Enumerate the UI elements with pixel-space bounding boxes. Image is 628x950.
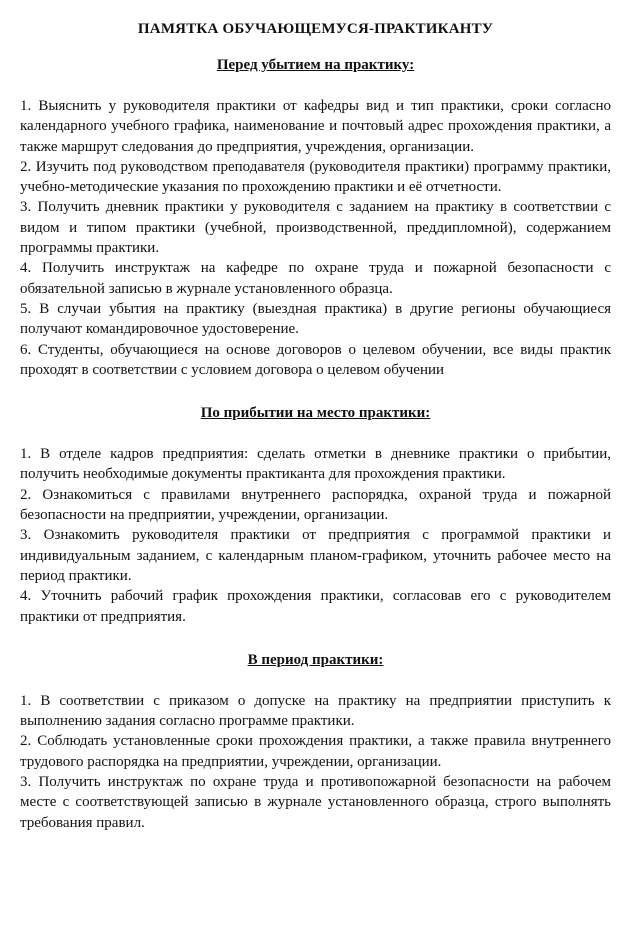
list-item: 3. Получить дневник практики у руководителя с заданием на практику в соответствии с видом и типом практики (учебной, производственной, преддипломной), содержанием программы практики. [20,199,611,257]
list-item: 2. Соблюдать установленные сроки прохождения практики, а также правила внутреннего трудового распорядка на предприятии, учреждении, организации. [20,733,611,770]
instruction-list [20,691,611,833]
list-item: 4. Уточнить рабочий график прохождения практики, согласовав его с руководителем практики от предприятия. [20,588,611,625]
section-during-practice [20,651,611,833]
section-before-departure [20,56,611,380]
list-item: 2. Ознакомиться с правилами внутреннего распорядка, охраной труда и пожарной безопасности на предприятии, учреждении, организации. [20,486,611,524]
document-title: ПАМЯТКА ОБУЧАЮЩЕМУСЯ-ПРАКТИКАНТУ [137,21,494,37]
list-item: 1. Выяснить у руководителя практики от кафедры вид и тип практики, сроки согласно календарного учебного графика, наименование и почтовый адрес прохождения практики, а также маршрут следования до предприятия, учреждения, организации. [20,98,611,155]
list-item: 6. Студенты, обучающиеся на основе договоров о целевом обучении, все виды практик проходят в соответствии с условием договора о целевом обучении [20,341,611,378]
list-item: 3. Ознакомить руководителя практики от предприятия с программой практики и индивидуальным заданием, с календарным планом-графиком, уточнить рабочее место на период практики. [20,527,611,584]
section-heading-during-practice: В период практики: [247,651,384,668]
list-item: 5. В случаи убытия на практику (выездная практика) в другие регионы обучающиеся получают командировочное удостоверение. [20,300,611,338]
list-item: 3. Получить инструктаж по охране труда и противопожарной безопасности на рабочем месте с соответствующей записью в журнале установленного образца, строго выполнять требования правил. [20,774,611,831]
list-item: 2. Изучить под руководством преподавателя (руководителя практики) программу практики, учебно-методические указания по прохождению практики и её отчетности. [20,158,611,196]
list-item: 4. Получить инструктаж на кафедре по охране труда и пожарной безопасности с обязательной записью в журнале установленного образца. [20,260,611,297]
section-heading-before-departure: Перед убытием на практику: [216,57,415,73]
instruction-list [20,444,611,627]
list-item: 1. В соответствии с приказом о допуске на практику на предприятии приступить к выполнению задания согласно программе практики. [20,692,611,730]
instruction-list [20,96,611,380]
section-on-arrival [20,404,611,627]
section-heading-on-arrival: По прибытии на место практики: [200,405,431,422]
list-item: 1. В отделе кадров предприятия: сделать отметки в дневнике практики о прибытии, получить необходимые документы практиканта для прохождения практики. [20,446,611,483]
